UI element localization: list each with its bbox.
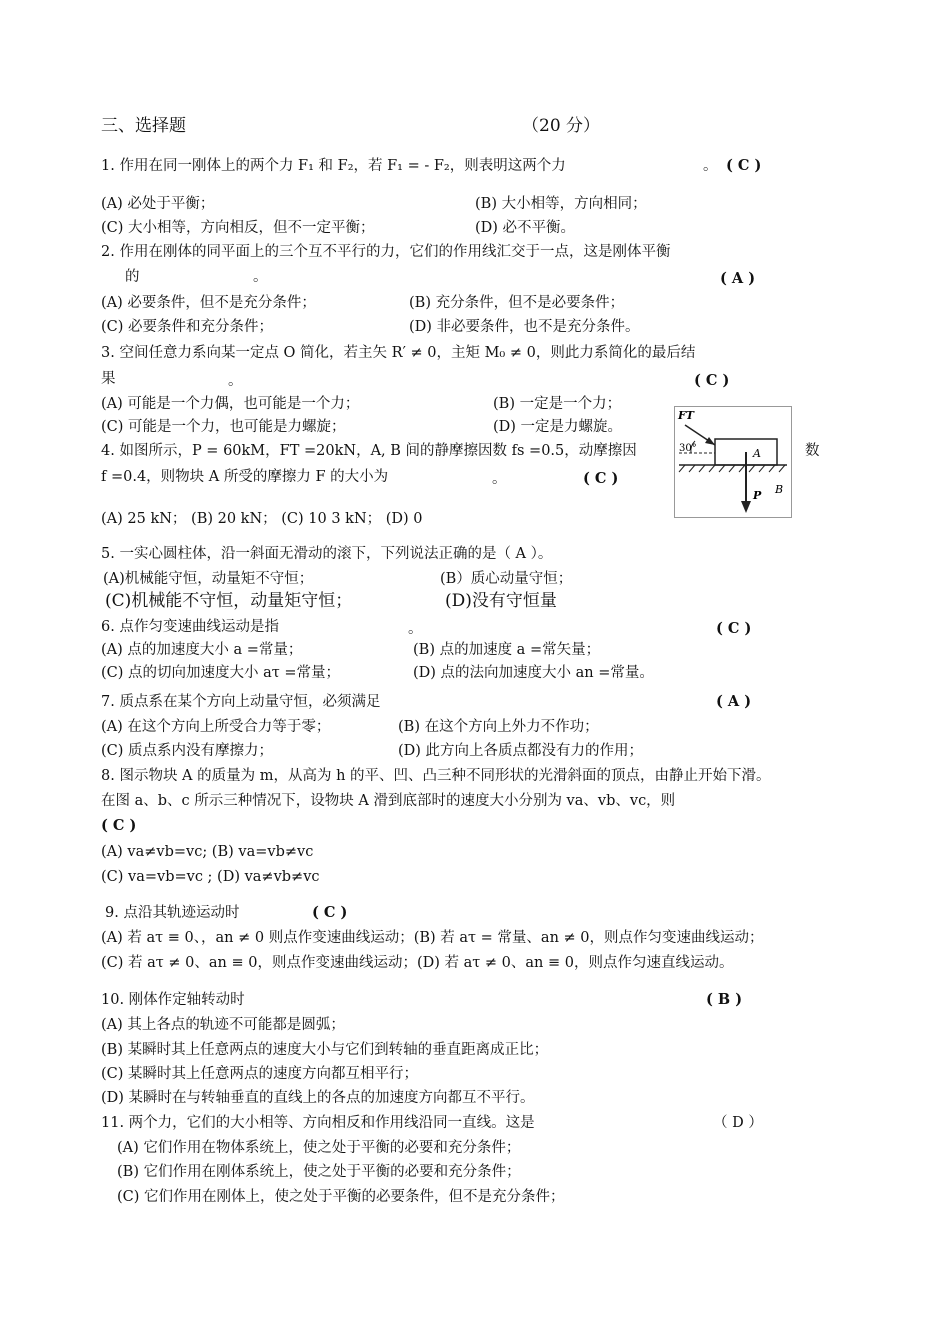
ground-hatch [679,465,785,472]
q11-stem: 11. 两个力，它们的大小相等、方向相反和作用线沿同一直线。这是 [101,1115,535,1131]
q5-stem: 5. 一实心圆柱体，沿一斜面无滑动的滚下，下列说法正确的是（ A ）。 [101,546,553,562]
q2-option-c: (C) 必要条件和充分条件； [101,319,274,335]
q1-answer: ( C ) [726,157,762,174]
q11-option-b: (B) 它们作用在刚体系统上，使之处于平衡的必要和充分条件； [117,1164,521,1180]
q6-stem: 6. 点作匀变速曲线运动是指 [101,619,279,635]
q1-blank: 。 [703,158,718,174]
q6-answer: ( C ) [716,620,752,637]
q7-stem: 7. 质点系在某个方向上动量守恒，必须满足 [101,694,381,710]
force-ft-arrowhead [705,437,715,445]
force-p-arrowhead [741,501,751,513]
q2-answer: ( A ) [720,270,756,287]
q11-option-c: (C) 它们作用在刚体上，使之处于平衡的必要条件，但不是充分条件； [117,1189,565,1205]
q11-answer: （ D ） [713,1115,763,1131]
q6-option-c: (C) 点的切向加速度大小 aτ =常量； [101,665,341,681]
q3-option-c: (C) 可能是一个力，也可能是力螺旋； [101,419,346,435]
q9-options-ab: (A) 若 aτ ≡ 0、，an ≠ 0 则点作变速曲线运动；(B) 若 aτ = 常量、an ≠ 0，则点作匀变速曲线运动； [101,930,764,946]
q5-option-b: (B）质心动量守恒； [440,571,573,587]
q1-option-d: (D) 必不平衡。 [475,220,576,236]
q2-option-a: (A) 必要条件，但不是充分条件； [101,295,316,311]
q4-stem: 4. 如图所示，P = 60kM，FT =20kN，A, B 间的静摩擦因数 fs =0.5，动摩擦因 [101,443,637,459]
q2-stem: 2. 作用在刚体的同平面上的三个互不平行的力，它们的作用线汇交于一点，这是刚体平衡 [101,244,671,260]
figure-drawing [675,407,791,517]
block-incline-figure [674,406,792,518]
q9-options-cd: (C) 若 aτ ≠ 0、an ≡ 0，则点作变速曲线运动；(D) 若 aτ ≠ 0、an ≡ 0，则点作匀速直线运动。 [101,955,734,971]
label-ft: FT [678,409,694,422]
q2-stem-2: 的 [125,269,140,285]
q7-option-c: (C) 质点系内没有摩擦力； [101,743,274,759]
q9-stem: 9. 点沿其轨迹运动时 [105,905,240,921]
section-score: （20 分） [522,116,601,136]
q10-answer: ( B ) [706,991,743,1008]
q3-option-a: (A) 可能是一个力偶，也可能是一个力； [101,396,360,412]
q4-blank: 。 [492,471,507,487]
q1-stem: 1. 作用在同一刚体上的两个力 F₁ 和 F₂，若 F₁ = - F₂，则表明这两个力 [101,158,566,174]
q8-options-ab: (A) va≠vb=vc; (B) va=vb≠vc [101,844,314,860]
label-angle: 30° [679,443,697,454]
q10-option-d: (D) 某瞬时在与转轴垂直的直线上的各点的加速度方向都互不平行。 [101,1090,535,1106]
q2-option-b: (B) 充分条件，但不是必要条件； [409,295,625,311]
q1-option-c: (C) 大小相等，方向相反，但不一定平衡； [101,220,375,236]
q1-option-b: (B) 大小相等，方向相同； [475,196,647,212]
section-title: 三、选择题 [101,116,186,136]
q3-stem: 3. 空间任意力系向某一定点 O 简化，若主矢 R′ ≠ 0，主矩 M₀ ≠ 0，则此力系简化的最后结 [101,345,696,361]
label-b: B [775,483,784,496]
q7-option-b: (B) 在这个方向上外力不作功； [398,719,599,735]
q6-option-b: (B) 点的加速度 a =常矢量； [413,642,601,658]
q5-option-a: (A)机械能守恒，动量矩不守恒； [103,571,314,587]
q7-option-d: (D) 此方向上各质点都没有力的作用； [398,743,644,759]
q10-option-a: (A) 其上各点的轨迹不可能都是圆弧； [101,1017,345,1033]
label-a: A [753,447,761,460]
q1-option-a: (A) 必处于平衡； [101,196,215,212]
q9-answer: ( C ) [312,904,348,921]
q4-stem-tail: 数 [805,443,820,459]
q3-blank: 。 [228,373,243,389]
q10-stem: 10. 刚体作定轴转动时 [101,992,245,1008]
q7-option-a: (A) 在这个方向上所受合力等于零； [101,719,331,735]
q5-option-d: (D)没有守恒量 [445,591,557,611]
q8-stem: 8. 图示物块 A 的质量为 m，从高为 h 的平、凹、凸三种不同形状的光滑斜面的顶点，由静止开始下滑。 [101,768,771,784]
q2-option-d: (D) 非必要条件，也不是充分条件。 [409,319,640,335]
q3-option-d: (D) 一定是力螺旋。 [493,419,623,435]
q2-blank: 。 [253,269,268,285]
q10-option-b: (B) 某瞬时其上任意两点的速度大小与它们到转轴的垂直距离成正比； [101,1042,549,1058]
q8-answer: ( C ) [101,817,137,834]
q4-options: (A) 25 kN； (B) 20 kN； (C) 10 3 kN； (D) 0 [101,511,423,527]
q4-stem-2: f =0.4，则物块 A 所受的摩擦力 F 的大小为 [101,469,389,485]
q5-option-c: (C)机械能不守恒，动量矩守恒； [105,591,353,611]
q7-answer: ( A ) [716,693,752,710]
q6-option-a: (A) 点的加速度大小 a =常量； [101,642,303,658]
q10-option-c: (C) 某瞬时其上任意两点的速度方向都互相平行； [101,1066,419,1082]
q3-answer: ( C ) [694,372,730,389]
q4-answer: ( C ) [583,470,619,487]
q3-stem-2: 果 [101,371,116,387]
q6-blank: 。 [408,621,423,637]
q8-stem-2: 在图 a、b、c 所示三种情况下，设物块 A 滑到底部时的速度大小分别为 va、vb、vc，则 [101,793,676,809]
q3-option-b: (B) 一定是一个力； [493,396,622,412]
q11-option-a: (A) 它们作用在物体系统上，使之处于平衡的必要和充分条件； [117,1140,521,1156]
q8-options-cd: (C) va=vb=vc ; (D) va≠vb≠vc [101,869,320,885]
label-p: P [753,489,762,502]
q6-option-d: (D) 点的法向加速度大小 an =常量。 [413,665,654,681]
